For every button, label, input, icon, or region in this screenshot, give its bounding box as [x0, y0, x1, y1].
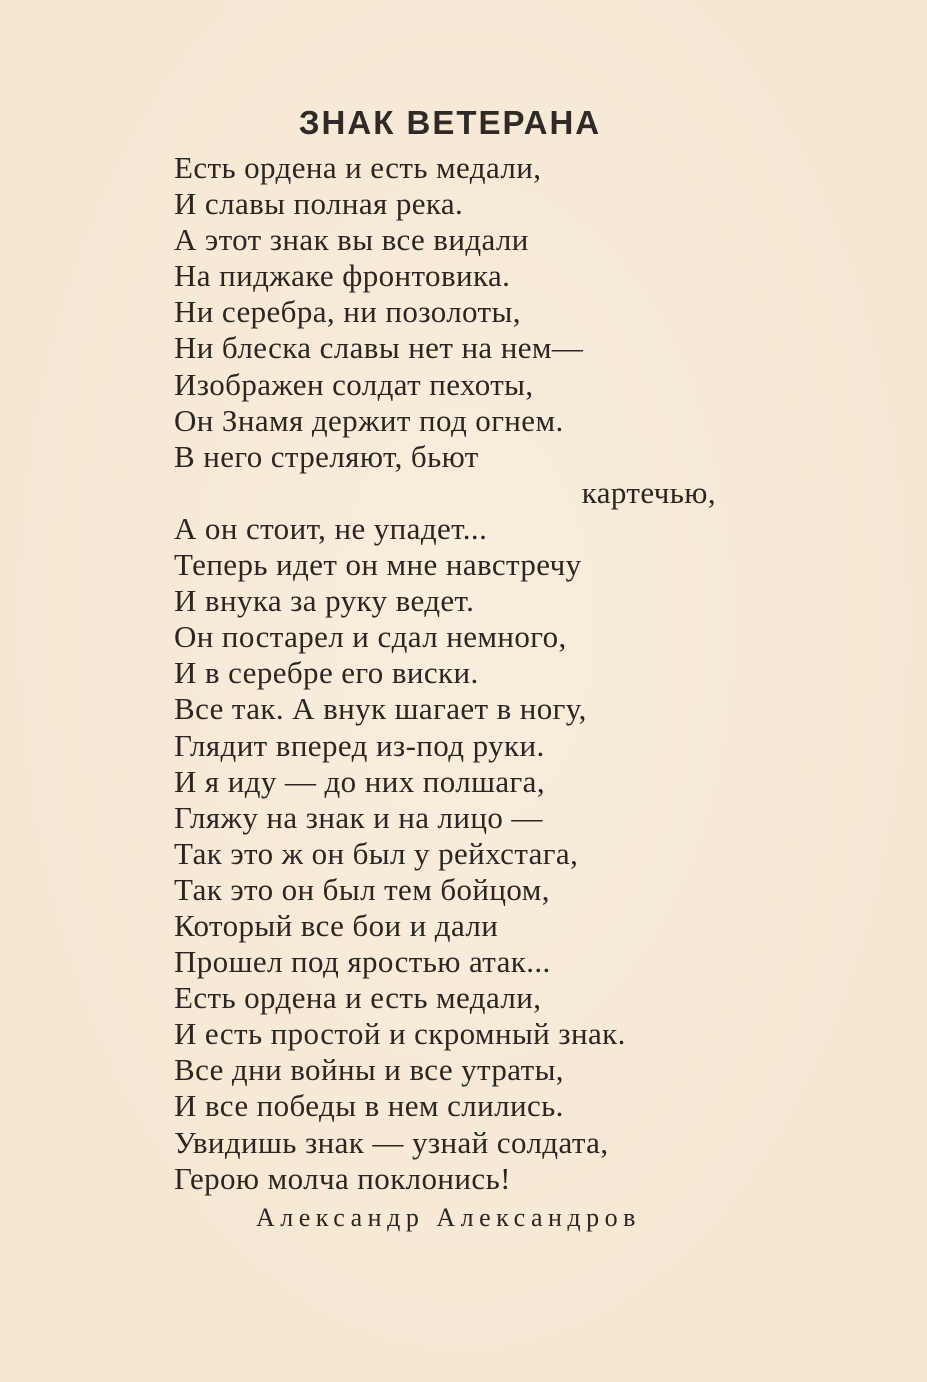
- poem-line: И все победы в нем слились.: [174, 1088, 564, 1124]
- poem-line: Он постарел и сдал немного,: [174, 619, 567, 655]
- poem-line: Который все бои и дали: [174, 907, 499, 943]
- poem-line: Гляжу на знак и на лицо —: [174, 799, 543, 835]
- poem-line: И славы полная река.: [174, 186, 464, 222]
- poem-line: И внука за руку ведет.: [174, 583, 475, 619]
- poem-line: Теперь идет он мне навстречу: [174, 547, 582, 583]
- poem-line: И я иду — до них полшага,: [174, 763, 545, 799]
- poem-line-continuation: картечью,: [581, 474, 716, 510]
- poem-line: В него стреляют, бьют: [174, 438, 479, 474]
- poem-line: Ни серебра, ни позолоты,: [174, 294, 521, 330]
- poem-line: Есть ордена и есть медали,: [174, 150, 542, 185]
- poem-line: И есть простой и скромный знак.: [174, 1016, 626, 1052]
- poem-title: ЗНАК ВЕТЕРАНА: [298, 104, 602, 141]
- poem-line: На пиджаке фронтовика.: [174, 258, 511, 294]
- poem-line: Увидишь знак — узнай солдата,: [174, 1124, 609, 1160]
- poem-line: Глядит вперед из-под руки.: [174, 727, 545, 763]
- poem-line: Прошел под яростью атак...: [174, 944, 551, 980]
- poem-line: Он Знамя держит под огнем.: [174, 402, 564, 438]
- poem-author: Александр Александров: [256, 1203, 641, 1232]
- poem-line: Герою молча поклонись!: [174, 1160, 511, 1196]
- poem-body: [174, 150, 734, 1197]
- poem-line: Есть ордена и есть медали,: [174, 980, 542, 1016]
- poem-line: Изображен солдат пехоты,: [174, 366, 534, 402]
- poem-line: Так это ж он был у рейхстага,: [174, 835, 579, 871]
- poem-line: Так это он был тем бойцом,: [174, 871, 550, 907]
- poem-line: Все так. А внук шагает в ногу,: [174, 691, 587, 727]
- poem-line: И в серебре его виски.: [174, 655, 479, 691]
- poem-line: А этот знак вы все видали: [174, 222, 529, 258]
- poem-line: Все дни войны и все утраты,: [174, 1052, 564, 1088]
- poem-line: Ни блеска славы нет на нем—: [174, 330, 584, 366]
- poem-line: А он стоит, не упадет...: [174, 510, 488, 546]
